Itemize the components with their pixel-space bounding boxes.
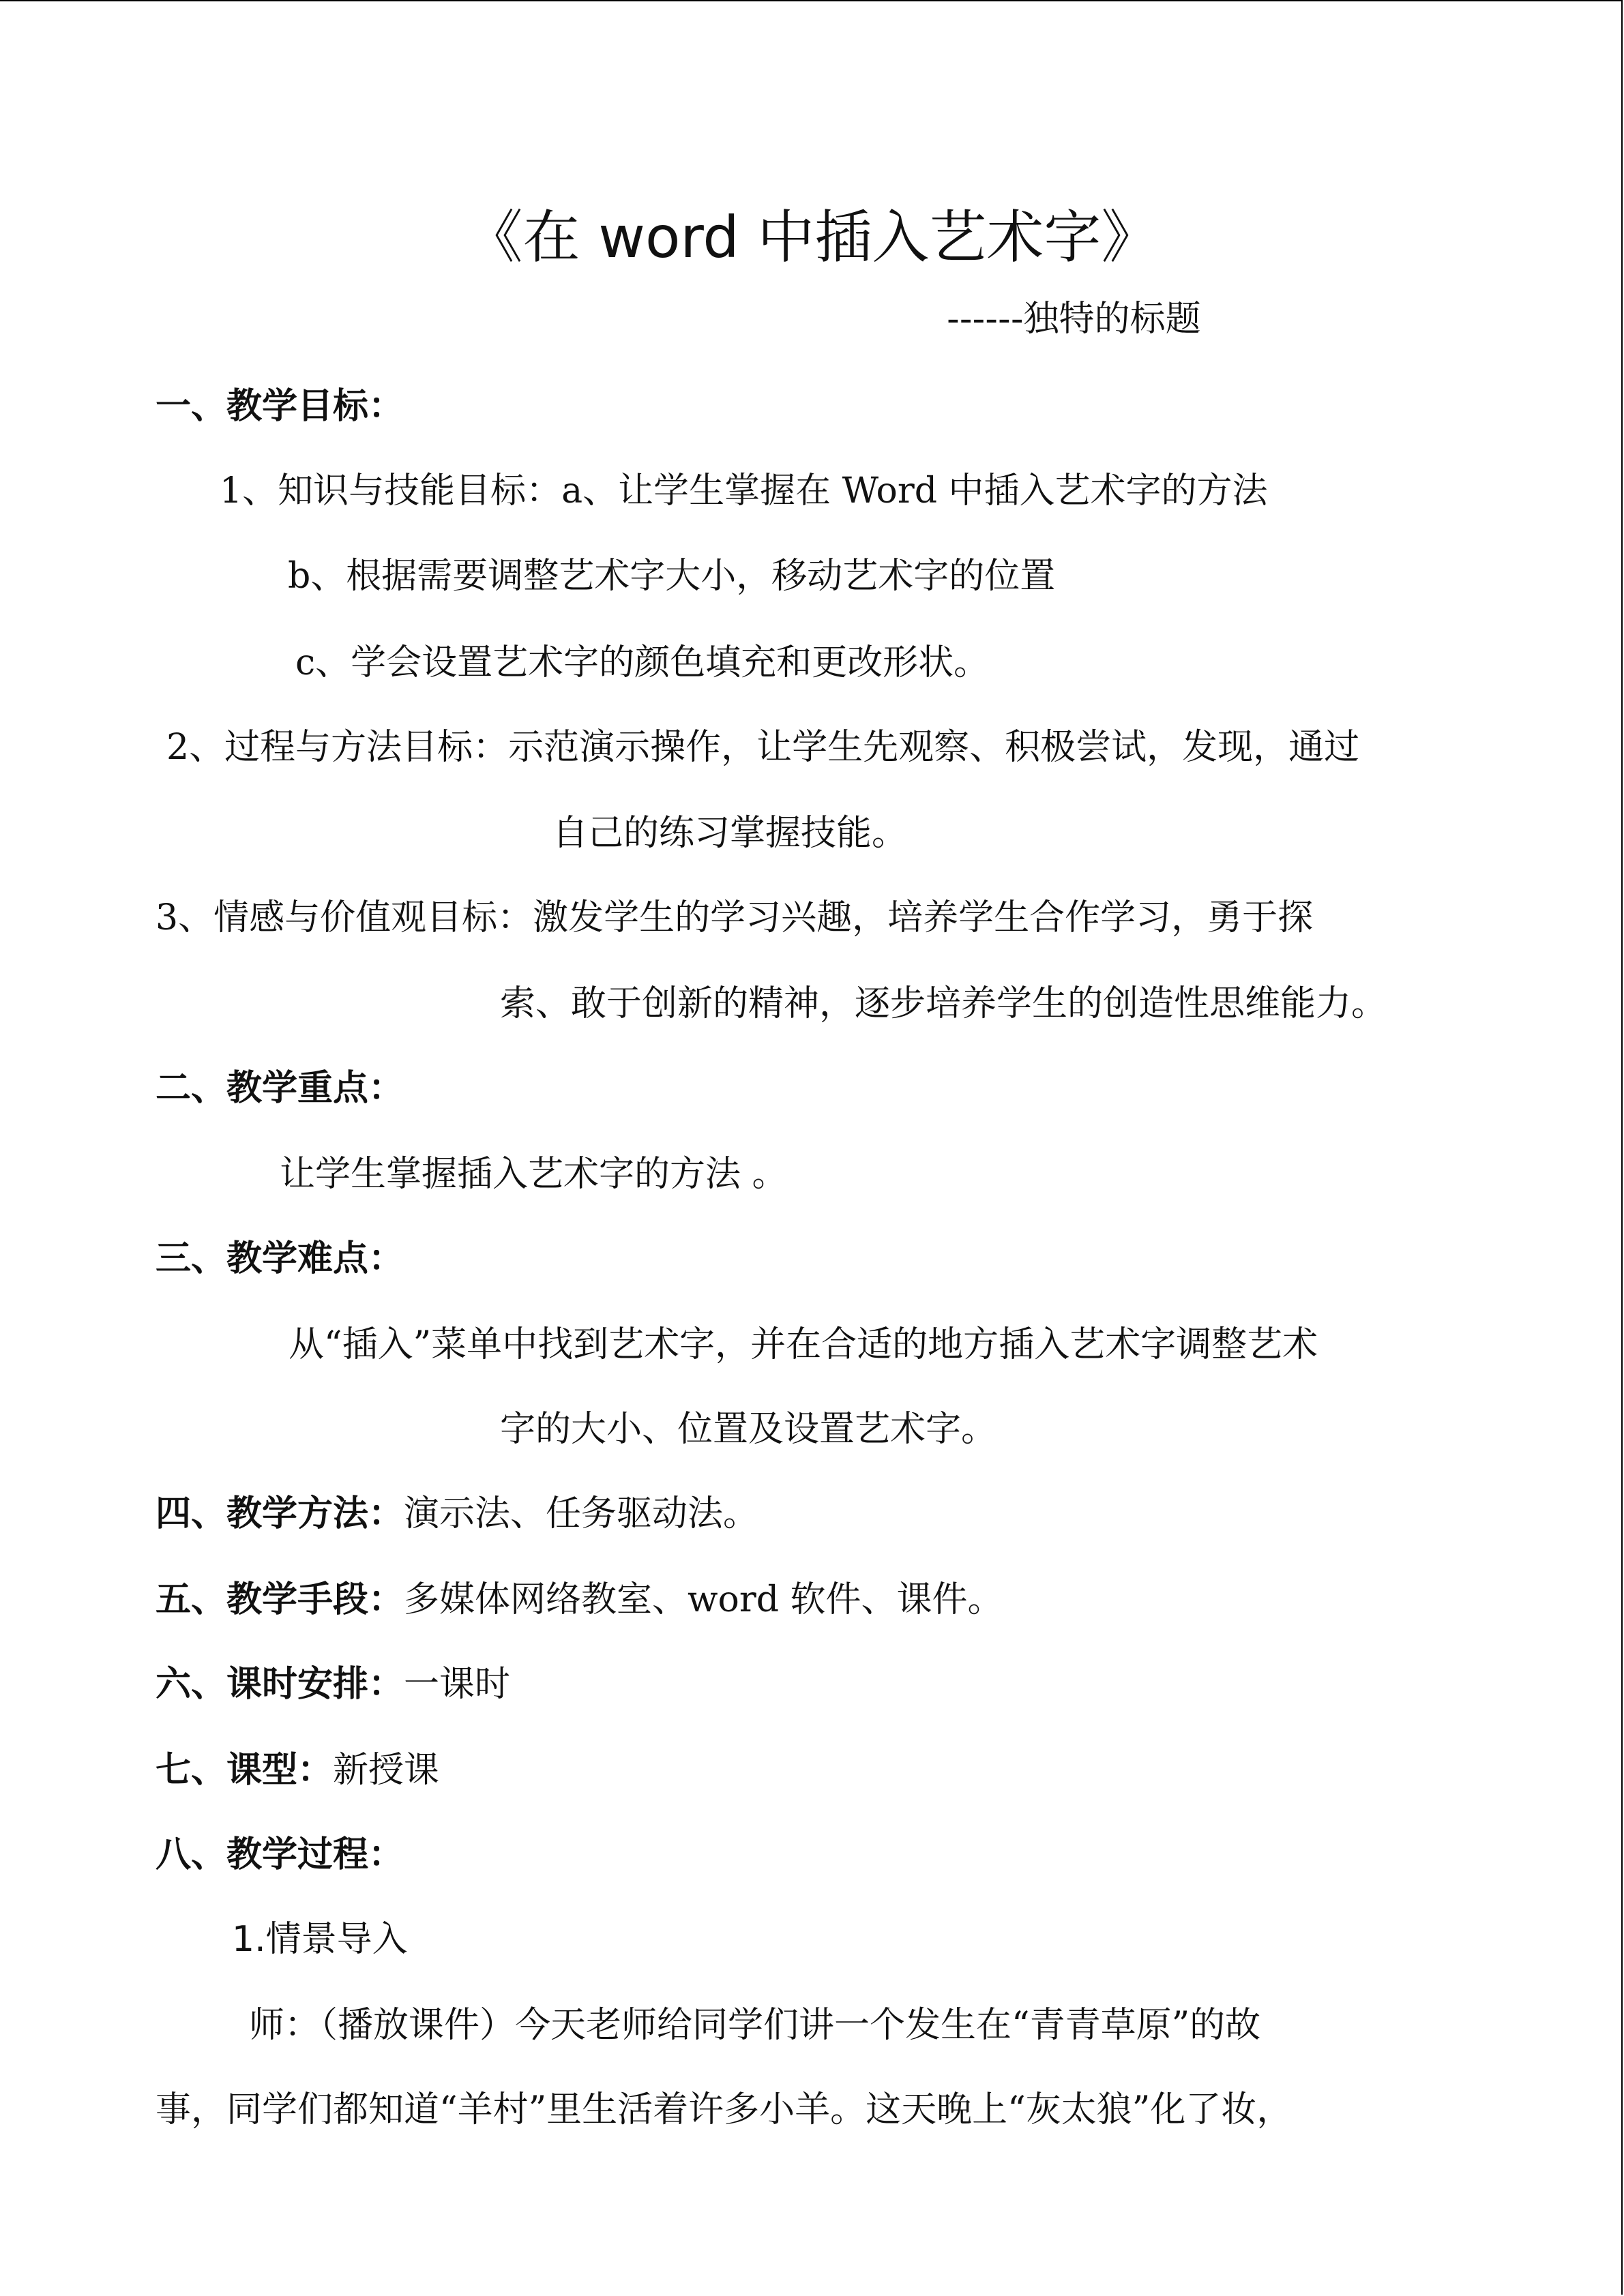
- section-2-heading: 二、教学重点：: [156, 1068, 404, 1109]
- section-6-heading: 六、课时安排：: [156, 1664, 404, 1705]
- process-paragraph-line-2: 事，同学们都知道“羊村”里生活着许多小羊。这天晚上“灰太狼”化了妆，: [156, 2089, 1293, 2130]
- section-4-value: 演示法、任务驱动法。: [404, 1493, 759, 1534]
- section-5-heading: 五、教学手段：: [156, 1579, 404, 1620]
- section-8-heading: 八、教学过程：: [156, 1834, 404, 1875]
- objective-2-line-2: 自己的练习掌握技能。: [552, 813, 908, 854]
- section-6-value: 一课时: [404, 1664, 511, 1705]
- objective-3-line-1: 3、情感与价值观目标：激发学生的学习兴趣，培养学生合作学习，勇于探: [156, 897, 1314, 938]
- objective-1-line-c: c、学会设置艺术字的颜色填充和更改形状。: [295, 642, 990, 683]
- section-7-row: [156, 1748, 439, 1792]
- section-4-row: [156, 1492, 758, 1536]
- section-1-heading: 一、教学目标：: [156, 386, 404, 427]
- objective-1-line-b: b、根据需要调整艺术字大小，移动艺术字的位置: [288, 556, 1056, 597]
- document-title: 《在 word 中插入艺术字》: [465, 204, 1159, 271]
- section-5-value: 多媒体网络教室、word 软件、课件。: [404, 1579, 1003, 1620]
- section-6-row: [156, 1663, 510, 1706]
- key-point-text: 让学生掌握插入艺术字的方法 。: [280, 1154, 788, 1195]
- objective-1-line-a: 1、知识与技能目标：a、让学生掌握在 Word 中插入艺术字的方法: [220, 471, 1268, 511]
- section-7-heading: 七、课型：: [156, 1750, 334, 1791]
- document-subtitle: ------独特的标题: [947, 299, 1201, 340]
- difficulty-line-1: 从“插入”菜单中找到艺术字，并在合适的地方插入艺术字调整艺术: [289, 1324, 1318, 1365]
- section-4-heading: 四、教学方法：: [156, 1493, 404, 1534]
- process-paragraph-line-1: 师：（播放课件）今天老师给同学们讲一个发生在“青青草原”的故: [249, 2005, 1261, 2046]
- objective-2-line-1: 2、过程与方法目标：示范演示操作，让学生先观察、积极尝试，发现，通过: [166, 727, 1360, 768]
- difficulty-line-2: 字的大小、位置及设置艺术字。: [500, 1409, 997, 1450]
- objective-3-line-2: 索、敢于创新的精神，逐步培养学生的创造性思维能力。: [500, 983, 1387, 1024]
- section-7-value: 新授课: [333, 1750, 440, 1791]
- process-step-1-heading: 1.情景导入: [232, 1919, 408, 1960]
- section-5-row: [156, 1578, 1003, 1622]
- section-3-heading: 三、教学难点：: [156, 1238, 404, 1279]
